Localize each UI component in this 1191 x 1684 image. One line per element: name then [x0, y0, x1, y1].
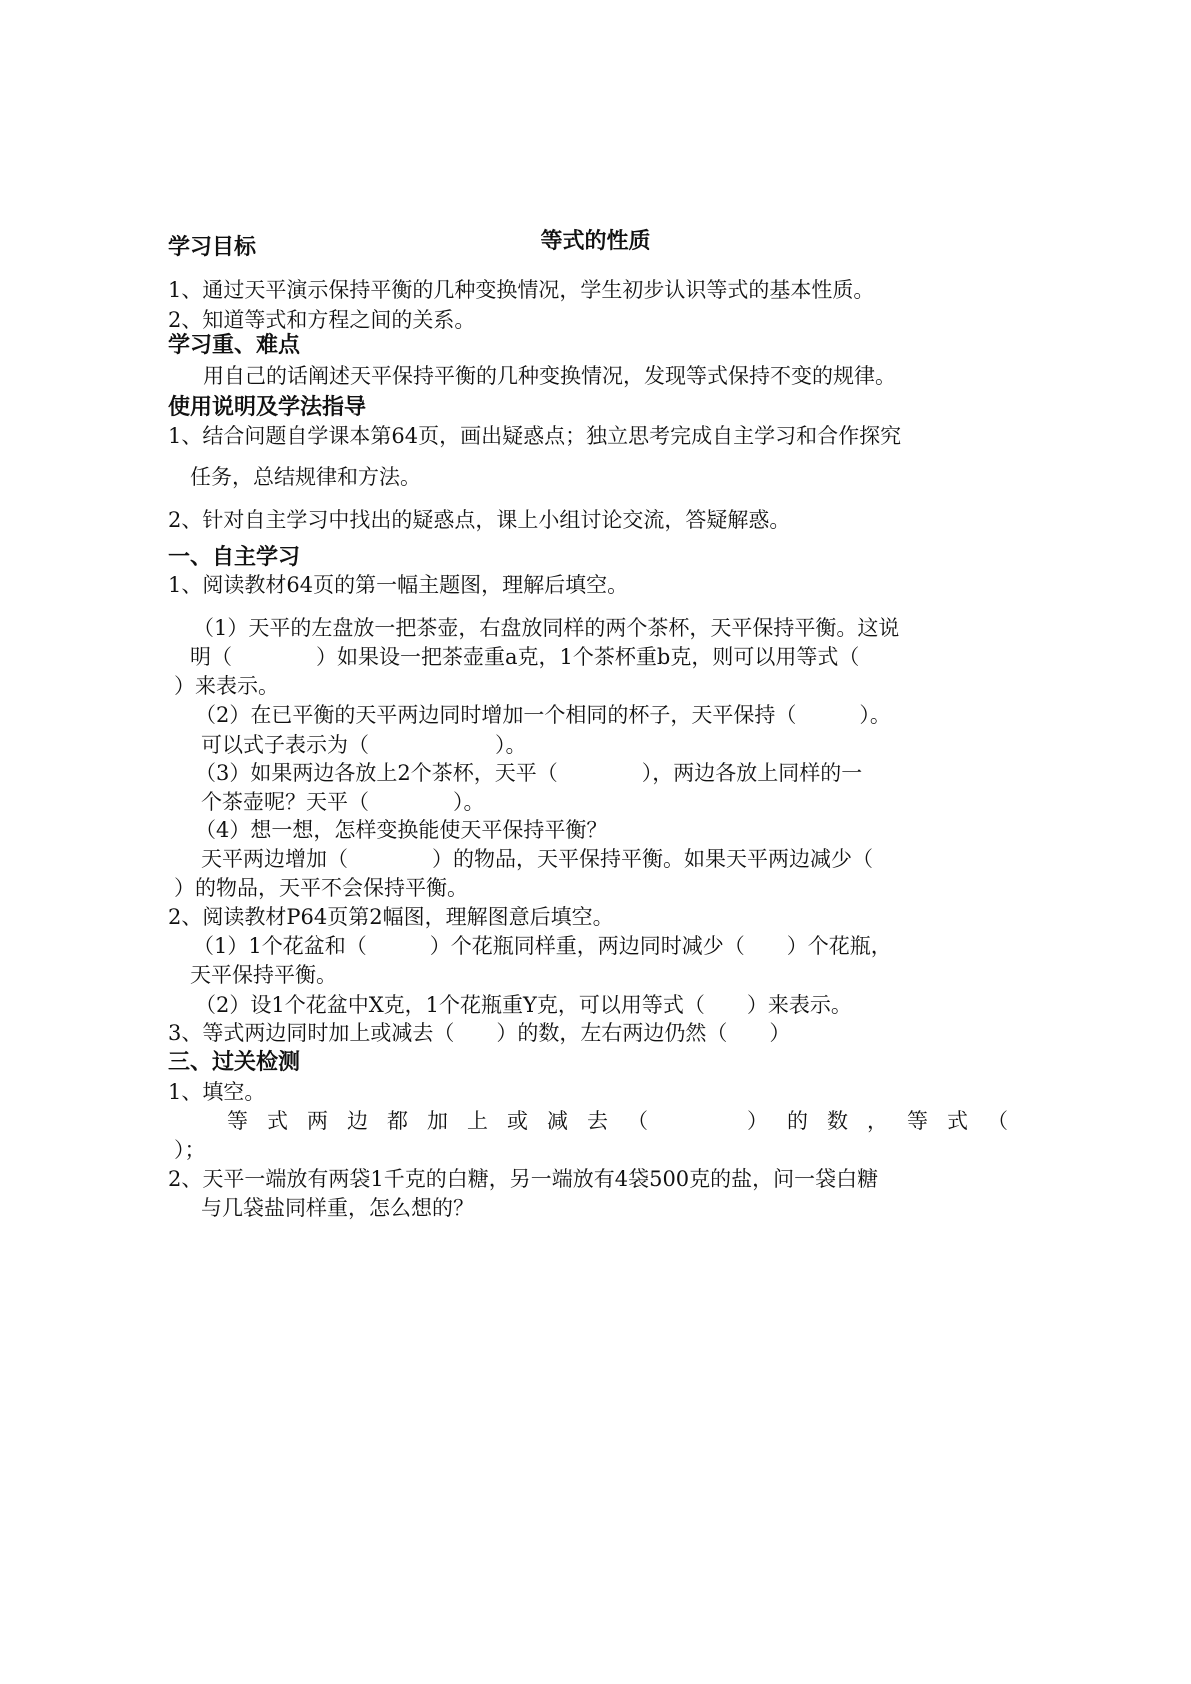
check-item-2-line-2: 与几袋盐同样重，怎么想的？ — [201, 1196, 474, 1220]
check-item-1-line-1: 等式两边都加上或减去（ ）的数，等式（ — [227, 1109, 1027, 1133]
goal-item-2: 2、知道等式和方程之间的关系。 — [168, 308, 476, 332]
section-heading-self-study: 一、自主学习 — [168, 545, 301, 570]
page-title: 等式的性质 — [540, 229, 651, 254]
question-1-4-line-2: 天平两边增加（ ）的物品，天平保持平衡。如果天平两边减少（ — [201, 847, 873, 871]
question-1-4-line-1: （4）想一想，怎样变换能使天平保持平衡？ — [195, 818, 608, 842]
section-heading-check: 三、过关检测 — [168, 1050, 301, 1075]
goal-item-1: 1、通过天平演示保持平衡的几种变换情况，学生初步认识等式的基本性质。 — [168, 278, 875, 302]
section-heading-key-points: 学习重、难点 — [168, 333, 301, 358]
check-item-2-line-1: 2、天平一端放有两袋1千克的白糖，另一端放有4袋500克的盐，问一袋白糖 — [168, 1167, 879, 1191]
question-2-1-line-2: 天平保持平衡。 — [190, 963, 337, 987]
question-1-2-line-1: （2）在已平衡的天平两边同时增加一个相同的杯子，天平保持（ ）。 — [195, 703, 891, 727]
section-heading-goals: 学习目标 — [168, 235, 257, 260]
usage-item-1-line-1: 1、结合问题自学课本第64页，画出疑惑点；独立思考完成自主学习和合作探究 — [168, 424, 902, 448]
question-2: 2、阅读教材P64页第2幅图，理解图意后填空。 — [168, 905, 614, 929]
question-1-1-line-2: 明（ ）如果设一把茶壶重a克，1个茶杯重b克，则可以用等式（ — [190, 645, 860, 669]
section-heading-usage: 使用说明及学法指导 — [168, 395, 367, 420]
question-1-2-line-2: 可以式子表示为（ ）。 — [201, 733, 527, 757]
key-point-text: 用自己的话阐述天平保持平衡的几种变换情况，发现等式保持不变的规律。 — [203, 364, 896, 388]
question-2-1-line-1: （1）1个花盆和（ ）个花瓶同样重，两边同时减少（ ）个花瓶， — [193, 934, 892, 958]
check-item-1: 1、填空。 — [168, 1080, 266, 1104]
question-1-1-line-3: ）来表示。 — [174, 674, 279, 698]
question-1-4-line-3: ）的物品，天平不会保持平衡。 — [174, 876, 468, 900]
question-1-3-line-2: 个茶壶呢？天平（ ）。 — [201, 790, 485, 814]
question-1: 1、阅读教材64页的第一幅主题图，理解后填空。 — [168, 573, 629, 597]
question-1-1-line-1: （1）天平的左盘放一把茶壶，右盘放同样的两个茶杯，天平保持平衡。这说 — [193, 616, 900, 640]
usage-item-1-line-2: 任务，总结规律和方法。 — [190, 465, 421, 489]
check-item-1-line-2: ）； — [174, 1138, 206, 1162]
usage-item-2: 2、针对自主学习中找出的疑惑点，课上小组讨论交流，答疑解惑。 — [168, 508, 791, 532]
question-2-2: （2）设1个花盆中X克，1个花瓶重Y克，可以用等式（ ）来表示。 — [195, 993, 852, 1017]
question-1-3-line-1: （3）如果两边各放上2个茶杯，天平（ ），两边各放上同样的一 — [195, 761, 863, 785]
question-3: 3、等式两边同时加上或减去（ ）的数，左右两边仍然（ ） — [168, 1021, 791, 1045]
